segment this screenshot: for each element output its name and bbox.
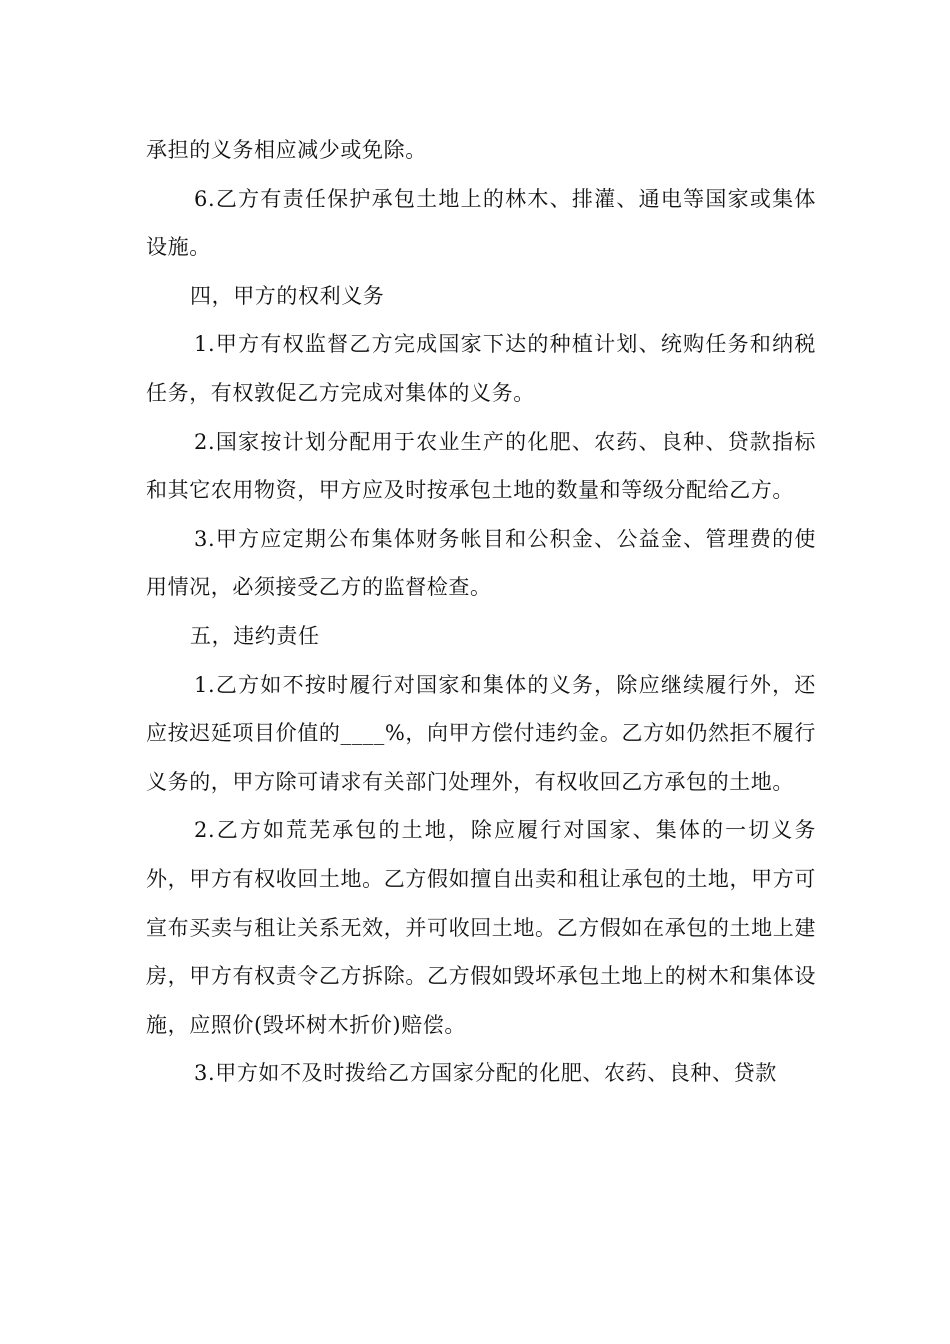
paragraph-continuation: 承担的义务相应减少或免除。: [146, 138, 427, 162]
section-heading-5: 五，违约责任: [190, 623, 320, 648]
paragraph-clause-5-3: 3.甲方如不及时拨给乙方国家分配的化肥、农药、良种、贷款: [194, 1061, 777, 1086]
paragraph-clause-4-1: 1.甲方有权监督乙方完成国家下达的种植计划、统购任务和纳税任务，有权敦促乙方完成对集体的义务。: [146, 332, 816, 405]
paragraph-clause-4-3: 3.甲方应定期公布集体财务帐目和公积金、公益金、管理费的使用情况，必须接受乙方的监督检查。: [146, 526, 816, 600]
section-heading-4: 四，甲方的权利义务: [190, 283, 385, 308]
paragraph-clause-4-2: 2.国家按计划分配用于农业生产的化肥、农药、良种、贷款指标和其它农用物资，甲方应及时按承包土地的数量和等级分配给乙方。: [146, 429, 816, 503]
document-body: [146, 126, 816, 1098]
paragraph-clause-5-1: 1.乙方如不按时履行对国家和集体的义务，除应继续履行外，还应按迟延项目价值的____%，向甲方偿付违约金。乙方如仍然拒不履行义务的，甲方除可请求有关部门处理外，有权收回乙方承包的土地。: [146, 672, 816, 794]
paragraph-clause-5-2: 2.乙方如荒芜承包的土地，除应履行对国家、集体的一切义务外，甲方有权收回土地。乙方假如擅自出卖和租让承包的土地，甲方可宣布买卖与租让关系无效，并可收回土地。乙方假如在承包的土地上建房，甲方有权责令乙方拆除。乙方假如毁坏承包土地上的树木和集体设施，应照价(毁坏树木折价)赔偿。: [146, 818, 816, 1037]
paragraph-clause-6: 6.乙方有责任保护承包土地上的林木、排灌、通电等国家或集体设施。: [146, 186, 816, 260]
